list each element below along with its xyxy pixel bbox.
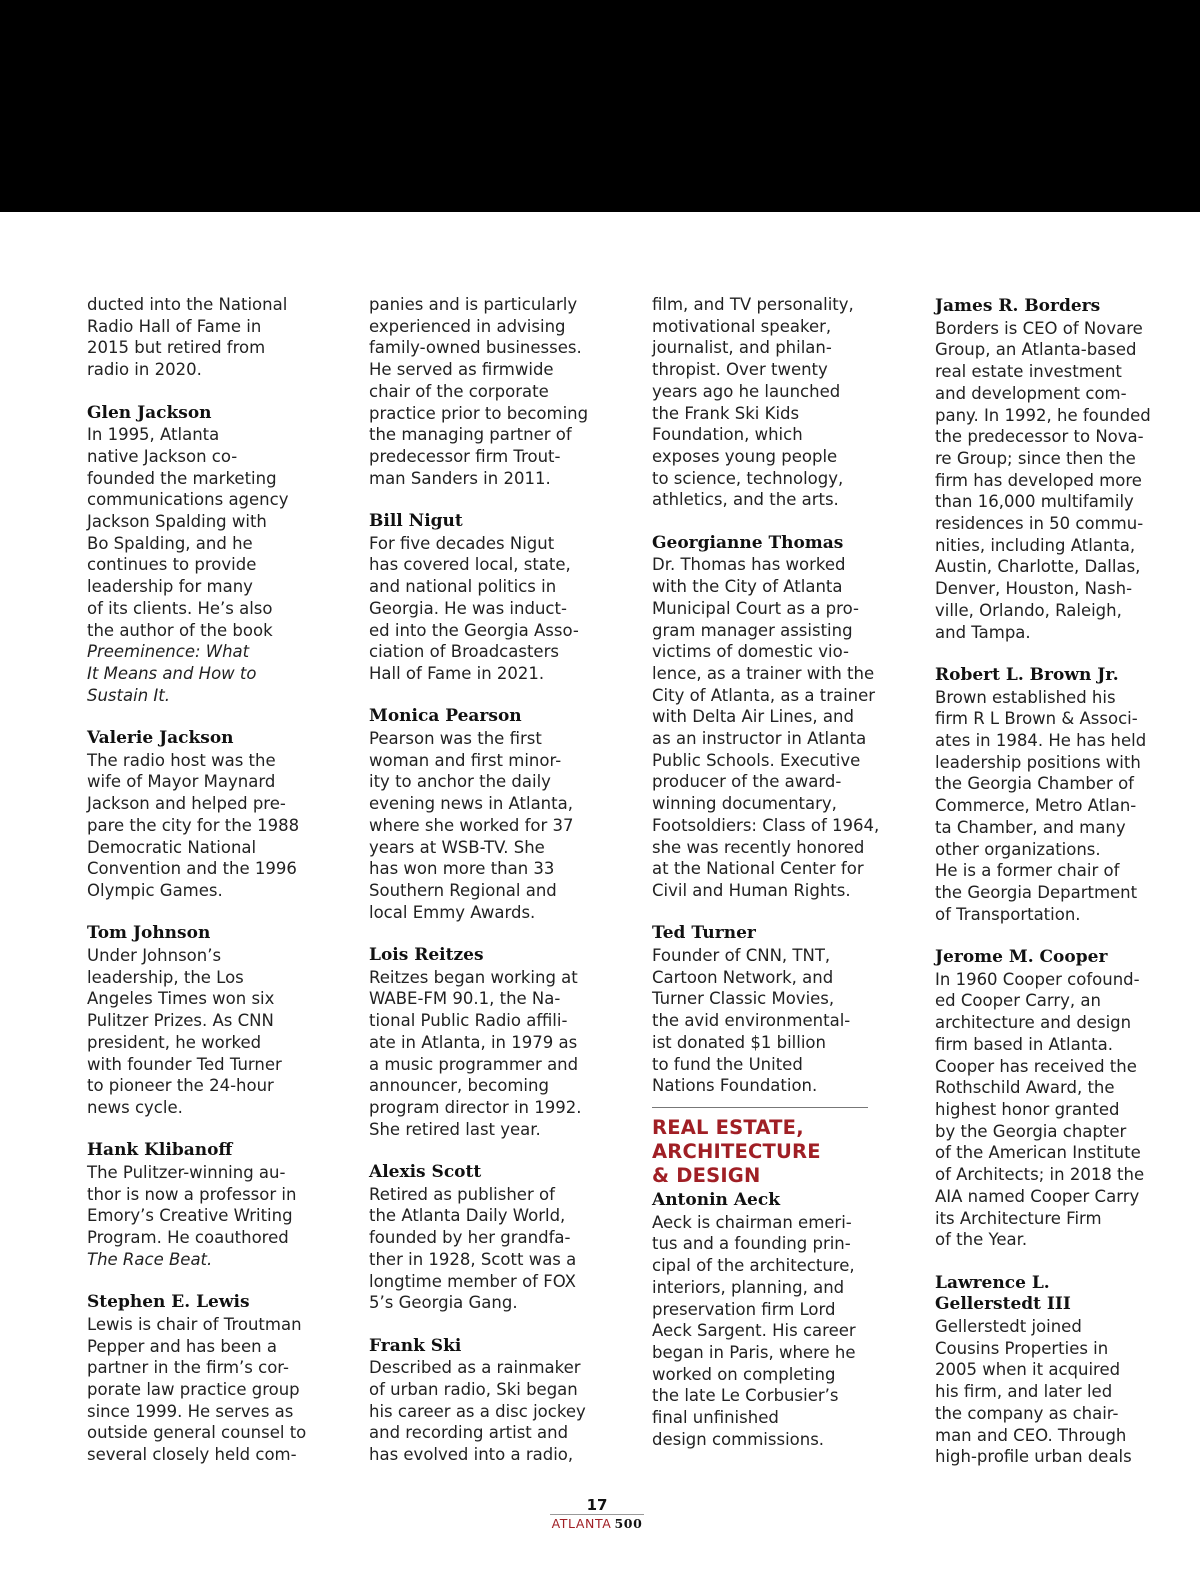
bio-entry [369, 945, 609, 1140]
text-line: He served as firmwide [369, 360, 554, 380]
page-number: 17 [586, 1496, 608, 1514]
text-line: 2015 but retired from [87, 338, 266, 358]
text-line: Pepper and has been a [87, 1336, 277, 1356]
text-line: Pulitzer Prizes. As CNN [87, 1011, 274, 1031]
text-line: Aeck Sargent. His career [652, 1321, 856, 1341]
person-name: Bill Nigut [369, 511, 463, 532]
publication-brand [550, 1516, 644, 1532]
bio-entry [652, 533, 892, 902]
text-line: leadership positions with [935, 752, 1141, 772]
text-line: the Georgia Department [935, 882, 1138, 902]
italic-text-line: Preeminence: What [87, 642, 250, 662]
text-line: local Emmy Awards. [369, 902, 536, 922]
text-line: Cousins Properties in [935, 1338, 1109, 1358]
column-3-section-entries [652, 1190, 892, 1450]
text-line: man Sanders in 2011. [369, 468, 551, 488]
bio-continuation [87, 294, 327, 381]
bio-text [652, 294, 892, 511]
bio-entry [369, 706, 609, 923]
section-title-line: & DESIGN [652, 1163, 761, 1187]
text-line: Southern Regional and [369, 880, 557, 900]
text-line: chair of the corporate [369, 381, 549, 401]
text-line: the avid environmental- [652, 1011, 851, 1031]
top-black-banner [0, 0, 1200, 212]
text-line: Bo Spalding, and he [87, 533, 253, 553]
italic-text-line: It Means and How to [87, 663, 257, 683]
text-line: than 16,000 multifamily [935, 492, 1134, 512]
bio-text [369, 1184, 609, 1314]
text-line: to pioneer the 24-hour [87, 1076, 274, 1096]
text-line: The Pulitzer-winning au- [87, 1163, 286, 1183]
text-line: the Atlanta Daily World, [369, 1206, 566, 1226]
text-line: Cooper has received the [935, 1056, 1137, 1076]
text-line: the company as chair- [935, 1403, 1119, 1423]
text-line: Jackson Spalding with [87, 512, 267, 532]
text-line: outside general counsel to [87, 1423, 307, 1443]
bio-continuation [935, 1273, 1175, 1468]
text-line: has won more than 33 [369, 859, 555, 879]
text-line: other organizations. [935, 839, 1101, 859]
text-line: Reitzes began working at [369, 967, 578, 987]
text-line: began in Paris, where he [652, 1342, 856, 1362]
text-line: and development com- [935, 383, 1127, 403]
text-line: AIA named Cooper Carry [935, 1186, 1140, 1206]
bio-text [87, 1162, 327, 1271]
person-name [935, 1273, 1175, 1316]
person-name: Robert L. Brown Jr. [935, 664, 1119, 685]
text-line: architecture and design [935, 1013, 1132, 1033]
person-name: Stephen E. Lewis [87, 1292, 250, 1313]
text-line: has covered local, state, [369, 555, 571, 575]
text-line: of its clients. He’s also [87, 598, 273, 618]
text-line: real estate investment [935, 362, 1122, 382]
text-line: thor is now a professor in [87, 1184, 297, 1204]
text-line: of the Year. [935, 1230, 1028, 1250]
text-line: high-profile urban deals [935, 1447, 1132, 1467]
text-line: and national politics in [369, 577, 557, 597]
text-line: at the National Center for [652, 859, 864, 879]
footer-rule [550, 1514, 644, 1515]
text-line: family-owned businesses. [369, 338, 582, 358]
person-name: Frank Ski [369, 1335, 462, 1356]
text-line: ducted into the National [87, 295, 288, 314]
person-name: Monica Pearson [369, 706, 522, 727]
text-line: firm has developed more [935, 470, 1142, 490]
bio-text [652, 945, 892, 1097]
text-line: the managing partner of [369, 425, 572, 445]
bio-text [369, 533, 609, 685]
text-line: and Tampa. [935, 622, 1031, 642]
bio-text [935, 687, 1175, 926]
text-line: pany. In 1992, he founded [935, 405, 1151, 425]
text-line: Brown established his [935, 687, 1116, 707]
text-line: For five decades Nigut [369, 533, 555, 553]
text-line: journalist, and philan- [652, 338, 832, 358]
text-line: winning documentary, [652, 794, 837, 814]
text-line: Founder of CNN, TNT, [652, 946, 831, 966]
text-line: film, and TV personality, [652, 295, 854, 314]
text-line: He is a former chair of [935, 861, 1120, 881]
text-line: Footsoldiers: Class of 1964, [652, 815, 880, 835]
bio-entry [87, 1140, 327, 1270]
text-line: and recording artist and [369, 1423, 569, 1443]
text-line: ed Cooper Carry, an [935, 991, 1101, 1011]
text-line: porate law practice group [87, 1380, 300, 1400]
page-footer [550, 1496, 644, 1532]
bio-text [935, 1316, 1175, 1468]
text-line: longtime member of FOX [369, 1271, 576, 1291]
person-name-line: Lawrence L. [935, 1272, 1050, 1293]
person-name: Tom Johnson [87, 923, 211, 944]
text-line: the author of the book [87, 620, 273, 640]
text-line: Emory’s Creative Writing [87, 1206, 293, 1226]
text-line: partner in the firm’s cor- [87, 1358, 289, 1378]
bio-entry [87, 1292, 327, 1466]
text-line: native Jackson co- [87, 446, 238, 466]
text-line: his firm, and later led [935, 1382, 1113, 1402]
text-line: Commerce, Metro Atlan- [935, 796, 1137, 816]
text-line: Lewis is chair of Troutman [87, 1314, 302, 1334]
text-line: Retired as publisher of [369, 1184, 555, 1204]
bio-text [369, 728, 609, 923]
person-name: Alexis Scott [369, 1162, 482, 1183]
text-line: lence, as a trainer with the [652, 663, 875, 683]
text-line: by the Georgia chapter [935, 1121, 1127, 1141]
text-line: 2005 when it acquired [935, 1360, 1121, 1380]
column-4 [935, 294, 1175, 1490]
text-line: years ago he launched [652, 381, 841, 401]
text-line: Group, an Atlanta-based [935, 340, 1137, 360]
text-line: final unfinished [652, 1408, 779, 1428]
bio-text [369, 294, 609, 489]
text-line: with the City of Atlanta [652, 577, 843, 597]
text-line: ther in 1928, Scott was a [369, 1249, 577, 1269]
text-line: has evolved into a radio, [369, 1445, 574, 1465]
text-line: highest honor granted [935, 1099, 1120, 1119]
text-line: several closely held com- [87, 1445, 297, 1465]
text-line: founded by her grandfa- [369, 1228, 571, 1248]
text-line: years at WSB-TV. She [369, 837, 545, 857]
text-line: the predecessor to Nova- [935, 427, 1144, 447]
text-line: to science, technology, [652, 468, 844, 488]
bio-text [87, 294, 327, 381]
text-line: of Architects; in 2018 the [935, 1165, 1145, 1185]
text-line: Austin, Charlotte, Dallas, [935, 557, 1141, 577]
text-line: since 1999. He serves as [87, 1401, 294, 1421]
text-line: a music programmer and [369, 1054, 579, 1074]
text-line: communications agency [87, 490, 289, 510]
text-line: Democratic National [87, 837, 257, 857]
bio-text [935, 969, 1175, 1251]
text-line: evening news in Atlanta, [369, 794, 573, 814]
text-line: to fund the United [652, 1054, 803, 1074]
text-line: City of Atlanta, as a trainer [652, 685, 876, 705]
text-line: producer of the award- [652, 772, 842, 792]
text-line: Dr. Thomas has worked [652, 555, 846, 575]
text-line: Radio Hall of Fame in [87, 316, 262, 336]
text-line: interiors, planning, and [652, 1277, 845, 1297]
text-line: continues to provide [87, 555, 257, 575]
text-line: She retired last year. [369, 1119, 541, 1139]
text-line: The radio host was the [87, 750, 276, 770]
person-name: Lois Reitzes [369, 945, 484, 966]
text-line: founded the marketing [87, 468, 277, 488]
text-line: victims of domestic vio- [652, 642, 850, 662]
text-line: leadership for many [87, 577, 253, 597]
column-3-entries [652, 294, 892, 1097]
text-line: the late Le Corbusier’s [652, 1386, 839, 1406]
column-1 [87, 294, 327, 1488]
text-line: thropist. Over twenty [652, 360, 828, 380]
text-line: Olympic Games. [87, 880, 223, 900]
text-line: Under Johnson’s [87, 946, 222, 966]
text-line: predecessor firm Trout- [369, 446, 561, 466]
text-line: Described as a rainmaker [369, 1358, 581, 1378]
text-line: radio in 2020. [87, 360, 202, 380]
section-title-line: REAL ESTATE, [652, 1115, 804, 1139]
bio-entry [935, 296, 1175, 643]
bio-text [369, 1357, 609, 1466]
text-line: ate in Atlanta, in 1979 as [369, 1032, 578, 1052]
text-line: Georgia. He was induct- [369, 598, 567, 618]
text-line: Public Schools. Executive [652, 750, 861, 770]
bio-entry [652, 923, 892, 1097]
bio-continuation [652, 294, 892, 511]
text-line: she was recently honored [652, 837, 865, 857]
text-line: the Frank Ski Kids [652, 403, 800, 423]
text-line: re Group; since then the [935, 448, 1136, 468]
text-line: its Architecture Firm [935, 1208, 1102, 1228]
person-name: Glen Jackson [87, 402, 212, 423]
text-line: with Delta Air Lines, and [652, 707, 854, 727]
text-line: program director in 1992. [369, 1097, 582, 1117]
text-line: Aeck is chairman emeri- [652, 1212, 852, 1232]
text-line: leadership, the Los [87, 967, 244, 987]
text-line: woman and first minor- [369, 750, 562, 770]
person-name: Hank Klibanoff [87, 1140, 233, 1161]
text-line: gram manager assisting [652, 620, 853, 640]
text-line: tus and a founding prin- [652, 1234, 851, 1254]
text-line: with founder Ted Turner [87, 1054, 282, 1074]
bio-entry [935, 665, 1175, 925]
text-line: panies and is particularly [369, 295, 578, 314]
text-line: In 1995, Atlanta [87, 425, 220, 445]
text-line: Hall of Fame in 2021. [369, 663, 545, 683]
text-line: design commissions. [652, 1429, 825, 1449]
text-line: ta Chamber, and many [935, 817, 1126, 837]
text-line: Borders is CEO of Novare [935, 318, 1143, 338]
text-line: Rothschild Award, the [935, 1078, 1115, 1098]
text-line: Municipal Court as a pro- [652, 598, 859, 618]
text-line: preservation firm Lord [652, 1299, 836, 1319]
text-line: 5’s Georgia Gang. [369, 1293, 518, 1313]
bio-entry [369, 511, 609, 685]
bio-text [87, 750, 327, 902]
person-name: Jerome M. Cooper [935, 947, 1108, 968]
bio-entry [652, 1190, 892, 1450]
text-line: man and CEO. Through [935, 1425, 1127, 1445]
bio-entry [87, 403, 327, 707]
text-line: Civil and Human Rights. [652, 880, 851, 900]
text-line: exposes young people [652, 446, 838, 466]
text-line: nities, including Atlanta, [935, 535, 1136, 555]
person-name: Antonin Aeck [652, 1189, 780, 1210]
text-line: Pearson was the first [369, 729, 542, 749]
text-line: firm R L Brown & Associ- [935, 709, 1138, 729]
publication-number: 500 [614, 1516, 643, 1531]
text-line: Gellerstedt joined [935, 1317, 1082, 1336]
text-line: Cartoon Network, and [652, 967, 834, 987]
text-line: Foundation, which [652, 425, 803, 445]
text-line: Nations Foundation. [652, 1076, 818, 1096]
column-3 [652, 294, 892, 1472]
text-line: tional Public Radio affili- [369, 1011, 568, 1031]
text-line: ist donated $1 billion [652, 1032, 826, 1052]
bio-continuation [369, 294, 609, 489]
column-2 [369, 294, 609, 1488]
text-line: Jackson and helped pre- [87, 794, 286, 814]
bio-text [369, 967, 609, 1141]
text-line: In 1960 Cooper cofound- [935, 969, 1140, 989]
bio-text [652, 1212, 892, 1451]
text-line: pare the city for the 1988 [87, 815, 300, 835]
text-line: practice prior to becoming [369, 403, 589, 423]
bio-entry [369, 1162, 609, 1314]
text-line: worked on completing [652, 1364, 836, 1384]
text-line: president, he worked [87, 1032, 262, 1052]
bio-text [87, 1314, 327, 1466]
text-line: cipal of the architecture, [652, 1256, 855, 1276]
text-line: WABE-FM 90.1, the Na- [369, 989, 561, 1009]
text-line: of Transportation. [935, 904, 1081, 924]
bio-text [87, 424, 327, 706]
text-line: of urban radio, Ski began [369, 1380, 578, 1400]
bio-entry [87, 728, 327, 902]
text-line: the Georgia Chamber of [935, 774, 1134, 794]
text-line: news cycle. [87, 1097, 183, 1117]
text-line: experienced in advising [369, 316, 566, 336]
text-line: residences in 50 commu- [935, 514, 1144, 534]
text-line: where she worked for 37 [369, 815, 574, 835]
bio-entry [87, 923, 327, 1118]
text-line: announcer, becoming [369, 1076, 549, 1096]
text-line: his career as a disc jockey [369, 1401, 586, 1421]
text-line: of the American Institute [935, 1143, 1141, 1163]
text-line: as an instructor in Atlanta [652, 729, 867, 749]
text-line: ates in 1984. He has held [935, 731, 1147, 751]
bio-entry [935, 947, 1175, 1251]
section-title [652, 1116, 892, 1188]
bio-text [87, 945, 327, 1119]
person-name: James R. Borders [935, 296, 1101, 316]
text-line: ville, Orlando, Raleigh, [935, 600, 1122, 620]
text-line: Denver, Houston, Nash- [935, 579, 1133, 599]
person-name: Georgianne Thomas [652, 532, 844, 553]
publication-name: ATLANTA [551, 1516, 612, 1531]
italic-text-line: The Race Beat. [87, 1249, 213, 1269]
text-line: wife of Mayor Maynard [87, 772, 276, 792]
bio-text [935, 318, 1175, 644]
section-divider [652, 1107, 868, 1108]
person-name-line: Gellerstedt III [935, 1294, 1071, 1315]
text-line: Convention and the 1996 [87, 859, 297, 879]
text-line: Turner Classic Movies, [652, 989, 835, 1009]
text-line: Angeles Times won six [87, 989, 275, 1009]
text-line: Program. He coauthored [87, 1228, 289, 1248]
text-line: firm based in Atlanta. [935, 1034, 1113, 1054]
text-line: motivational speaker, [652, 316, 832, 336]
person-name: Valerie Jackson [87, 728, 234, 749]
italic-text-line: Sustain It. [87, 685, 170, 705]
text-line: ed into the Georgia Asso- [369, 620, 579, 640]
bio-entry [369, 1336, 609, 1466]
section-title-line: ARCHITECTURE [652, 1139, 821, 1163]
text-line: ciation of Broadcasters [369, 642, 559, 662]
person-name: Ted Turner [652, 923, 756, 944]
text-line: athletics, and the arts. [652, 490, 839, 510]
text-line: ity to anchor the daily [369, 772, 551, 792]
bio-text [652, 554, 892, 901]
